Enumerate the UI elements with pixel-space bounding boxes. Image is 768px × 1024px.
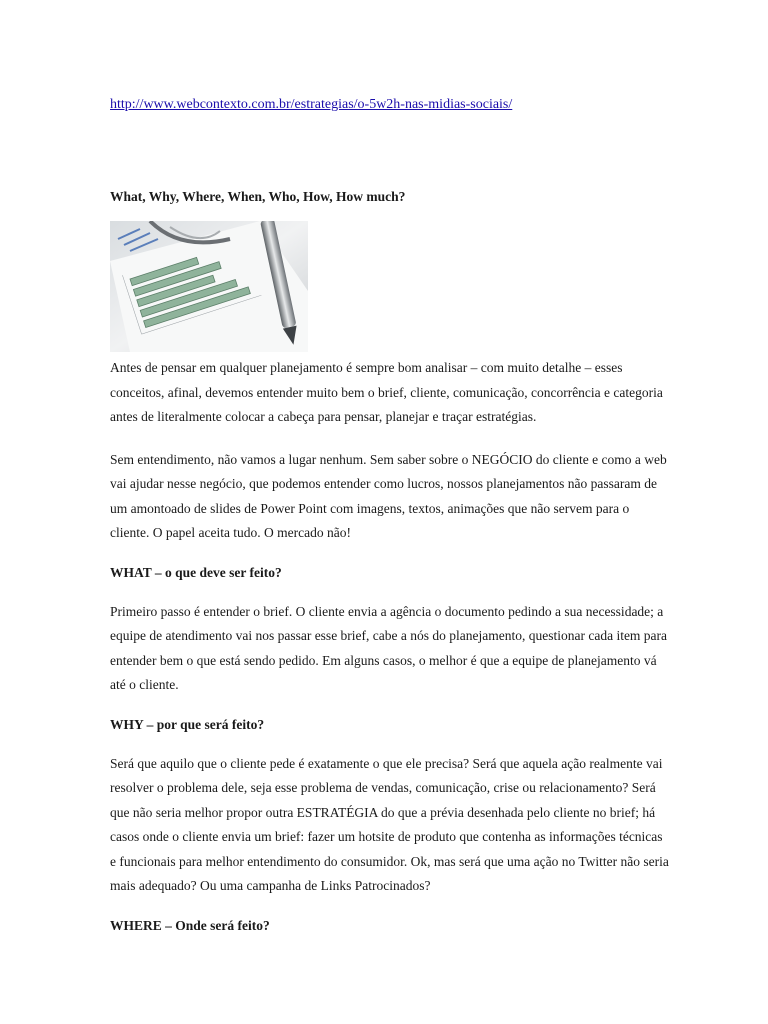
intro-paragraph-1: Antes de pensar em qualquer planejamento é sempre bom analisar – com muito detalhe – esses conceitos, afinal, devemos entender muito bem o brief, cliente, comunicação, concorrência e categoria antes de literalmente colocar a cabeça para pensar, planejar e traçar estratégias. [110,360,663,424]
section-heading-where: WHERE – Onde será feito? [110,917,270,933]
section-body-why: Será que aquilo que o cliente pede é exatamente o que ele precisa? Será que aquela ação realmente vai resolver o problema dele, seja esse problema de vendas, comunicação, crise ou relacionamento? Será que não seria melhor propor outra ESTRATÉGIA do que a prévia desenhada pelo cliente no brief; há casos onde o cliente envia um brief: fazer um hotsite de produto que contenha as informações técnicas e funcionais para melhor entendimento do consumidor. Ok, mas será que uma ação no Twitter não seria mais adequado? Ou uma campanha de Links Patrocinados? [110,755,669,893]
intro-paragraph-2: Sem entendimento, não vamos a lugar nenhum. Sem saber sobre o NEGÓCIO do cliente e como a web vai ajudar nesse negócio, que podemos entender como lucros, nossos planejamentos não passaram de um amontoado de slides de Power Point com imagens, textos, animações que não servem para o cliente. O papel aceita tudo. O mercado não! [110,451,667,540]
source-link[interactable]: http://www.webcontexto.com.br/estrategias/o-5w2h-nas-midias-sociais/ [110,97,513,112]
chart-with-pen-photo [110,221,308,352]
section-heading-what: WHAT – o que deve ser feito? [110,564,282,580]
document-page [110,96,670,935]
chart-photo-illustration [110,221,308,352]
subtitle-heading: What, Why, Where, When, Who, How, How much? [110,189,406,204]
section-heading-why: WHY – por que será feito? [110,716,265,732]
section-body-what: Primeiro passo é entender o brief. O cliente envia a agência o documento pedindo a sua necessidade; a equipe de atendimento vai nos passar esse brief, cabe a nós do planejamento, questionar cada item para entender bem o que está sendo pedido. Em alguns casos, o melhor é que a equipe de planejamento vá até o cliente. [110,603,668,692]
